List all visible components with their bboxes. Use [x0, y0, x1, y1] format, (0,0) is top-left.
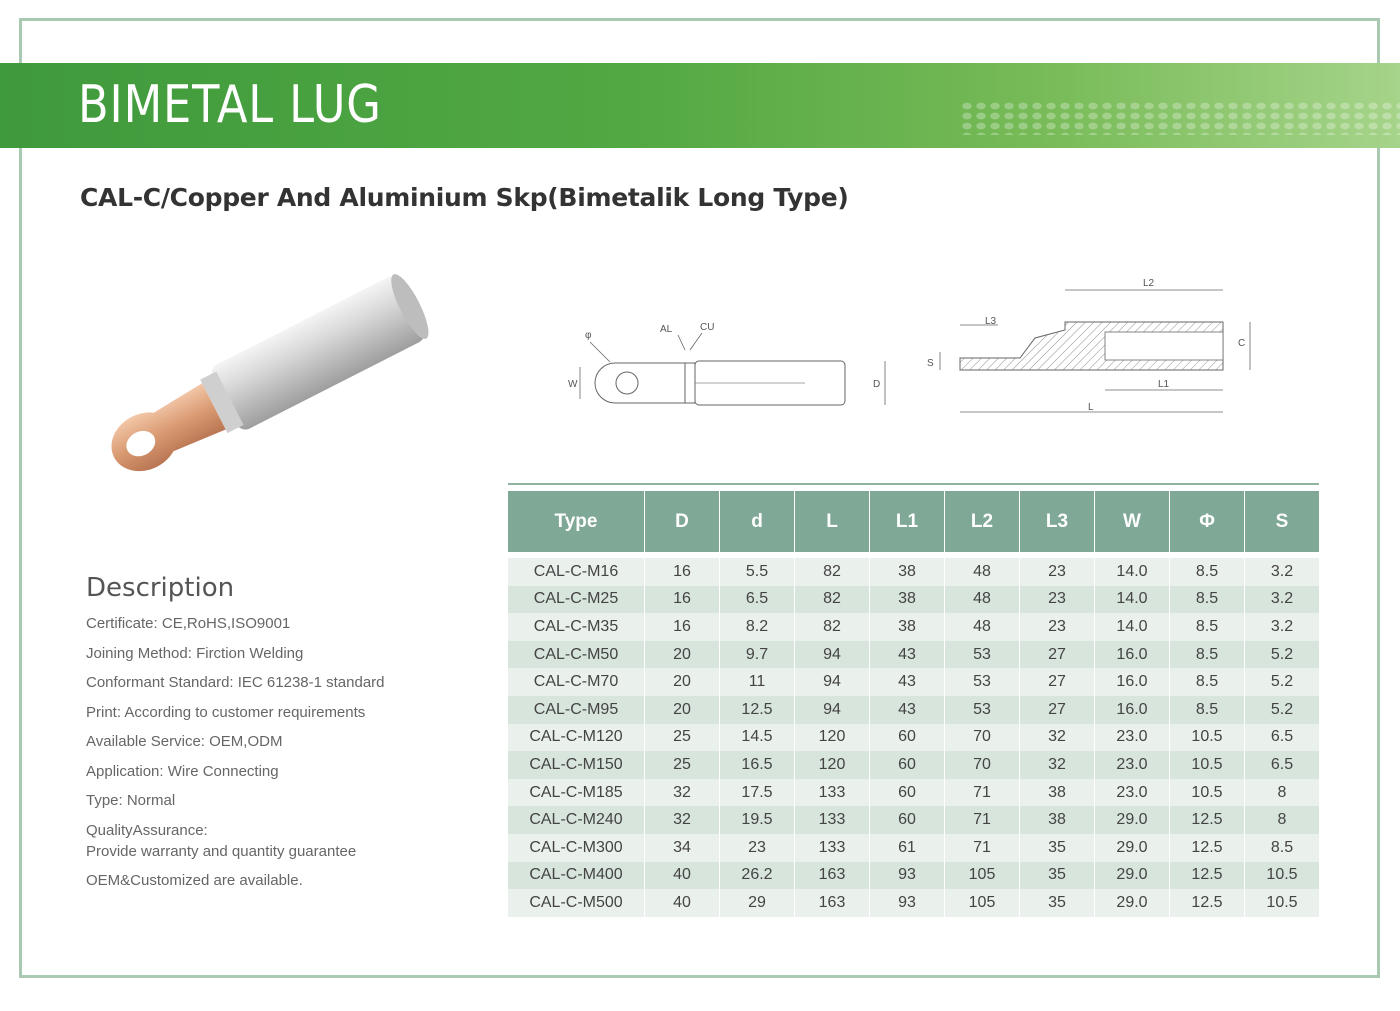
type-cell: CAL-C-M120	[508, 724, 645, 752]
label-d: D	[873, 379, 881, 390]
type-cell: CAL-C-M70	[508, 668, 645, 696]
value-cell: 20	[645, 668, 720, 696]
table-row	[508, 696, 1319, 724]
value-cell: 43	[870, 668, 945, 696]
value-cell: 23	[1020, 586, 1095, 614]
value-cell: 6.5	[720, 586, 795, 614]
value-cell: 10.5	[1245, 889, 1319, 917]
value-cell: 43	[870, 696, 945, 724]
value-cell: 9.7	[720, 641, 795, 669]
product-subtitle: CAL-C/Copper And Aluminium Skp(Bimetalik Long Type)	[80, 183, 849, 212]
page-title: BIMETAL LUG	[78, 75, 382, 135]
value-cell: 32	[1020, 751, 1095, 779]
type-cell: CAL-C-M400	[508, 862, 645, 890]
desc-quality	[86, 822, 486, 861]
label-w: W	[568, 379, 578, 390]
value-cell: 48	[945, 552, 1020, 586]
table-row	[508, 862, 1319, 890]
spec-table-body	[508, 552, 1319, 917]
desc-print: Print: According to customer requirements	[86, 703, 366, 721]
col-header: Type	[508, 485, 645, 552]
value-cell: 105	[945, 862, 1020, 890]
value-cell: 19.5	[720, 806, 795, 834]
spec-table	[508, 483, 1319, 917]
value-cell: 8.5	[1170, 586, 1245, 614]
table-row	[508, 724, 1319, 752]
value-cell: 8.5	[1170, 641, 1245, 669]
value-cell: 23.0	[1095, 724, 1170, 752]
value-cell: 163	[795, 862, 870, 890]
desc-quality-text: Provide warranty and quantity guarantee	[86, 842, 357, 860]
value-cell: 71	[945, 806, 1020, 834]
value-cell: 16.5	[720, 751, 795, 779]
value-cell: 16	[645, 552, 720, 586]
value-cell: 94	[795, 696, 870, 724]
value-cell: 8.5	[1170, 613, 1245, 641]
table-row	[508, 641, 1319, 669]
value-cell: 32	[645, 779, 720, 807]
value-cell: 3.2	[1245, 613, 1319, 641]
value-cell: 61	[870, 834, 945, 862]
value-cell: 105	[945, 889, 1020, 917]
value-cell: 25	[645, 751, 720, 779]
description-block	[86, 573, 486, 902]
table-row	[508, 834, 1319, 862]
desc-application: Application: Wire Connecting	[86, 762, 279, 780]
value-cell: 32	[645, 806, 720, 834]
value-cell: 71	[945, 834, 1020, 862]
desc-standard: Conformant Standard: IEC 61238-1 standard	[86, 674, 385, 691]
value-cell: 60	[870, 779, 945, 807]
value-cell: 23.0	[1095, 779, 1170, 807]
col-header: L2	[945, 485, 1020, 552]
value-cell: 16.0	[1095, 641, 1170, 669]
label-l2: L2	[1143, 278, 1155, 289]
value-cell: 35	[1020, 834, 1095, 862]
value-cell: 16	[645, 586, 720, 614]
value-cell: 38	[870, 613, 945, 641]
table-row	[508, 586, 1319, 614]
type-cell: CAL-C-M240	[508, 806, 645, 834]
value-cell: 35	[1020, 862, 1095, 890]
value-cell: 14.0	[1095, 552, 1170, 586]
type-cell: CAL-C-M25	[508, 586, 645, 614]
value-cell: 12.5	[1170, 834, 1245, 862]
value-cell: 29.0	[1095, 889, 1170, 917]
value-cell: 163	[795, 889, 870, 917]
desc-service: Available Service: OEM,ODM	[86, 733, 283, 750]
banner-dot-pattern	[960, 101, 1400, 135]
table-row	[508, 779, 1319, 807]
value-cell: 10.5	[1170, 724, 1245, 752]
value-cell: 60	[870, 751, 945, 779]
value-cell: 29.0	[1095, 806, 1170, 834]
value-cell: 35	[1020, 889, 1095, 917]
value-cell: 93	[870, 862, 945, 890]
type-cell: CAL-C-M50	[508, 641, 645, 669]
value-cell: 8	[1245, 779, 1319, 807]
value-cell: 23	[1020, 613, 1095, 641]
col-header: L3	[1020, 485, 1095, 552]
desc-quality-label: QualityAssurance:	[86, 821, 208, 839]
table-row	[508, 806, 1319, 834]
col-header: D	[645, 485, 720, 552]
value-cell: 8.5	[1170, 696, 1245, 724]
value-cell: 133	[795, 834, 870, 862]
value-cell: 16.0	[1095, 696, 1170, 724]
label-cu: CU	[700, 322, 715, 333]
value-cell: 38	[870, 586, 945, 614]
value-cell: 40	[645, 889, 720, 917]
value-cell: 94	[795, 668, 870, 696]
value-cell: 53	[945, 696, 1020, 724]
table-header-row	[508, 485, 1319, 552]
value-cell: 82	[795, 586, 870, 614]
value-cell: 6.5	[1245, 724, 1319, 752]
value-cell: 12.5	[1170, 889, 1245, 917]
value-cell: 120	[795, 751, 870, 779]
value-cell: 29	[720, 889, 795, 917]
value-cell: 14.0	[1095, 586, 1170, 614]
value-cell: 17.5	[720, 779, 795, 807]
value-cell: 5.2	[1245, 696, 1319, 724]
value-cell: 133	[795, 779, 870, 807]
value-cell: 10.5	[1245, 862, 1319, 890]
table-row	[508, 668, 1319, 696]
value-cell: 43	[870, 641, 945, 669]
value-cell: 12.5	[720, 696, 795, 724]
table-row	[508, 552, 1319, 586]
value-cell: 60	[870, 806, 945, 834]
value-cell: 93	[870, 889, 945, 917]
value-cell: 26.2	[720, 862, 795, 890]
value-cell: 3.2	[1245, 552, 1319, 586]
value-cell: 10.5	[1170, 779, 1245, 807]
type-cell: CAL-C-M300	[508, 834, 645, 862]
value-cell: 16.0	[1095, 668, 1170, 696]
value-cell: 25	[645, 724, 720, 752]
col-header: L	[795, 485, 870, 552]
label-phi: φ	[585, 330, 592, 341]
value-cell: 12.5	[1170, 806, 1245, 834]
desc-oem: OEM&Customized are available.	[86, 872, 303, 889]
value-cell: 48	[945, 586, 1020, 614]
side-section-drawing	[925, 270, 1265, 420]
col-header: L1	[870, 485, 945, 552]
label-c: C	[1238, 338, 1246, 349]
value-cell: 11	[720, 668, 795, 696]
value-cell: 8.5	[1245, 834, 1319, 862]
value-cell: 70	[945, 751, 1020, 779]
desc-certificate: Certificate: CE,RoHS,ISO9001	[86, 615, 291, 632]
value-cell: 48	[945, 613, 1020, 641]
description-heading: Description	[86, 573, 235, 603]
value-cell: 27	[1020, 668, 1095, 696]
type-cell: CAL-C-M95	[508, 696, 645, 724]
value-cell: 38	[870, 552, 945, 586]
value-cell: 5.5	[720, 552, 795, 586]
value-cell: 23	[1020, 552, 1095, 586]
value-cell: 70	[945, 724, 1020, 752]
value-cell: 12.5	[1170, 862, 1245, 890]
desc-joining-method: Joining Method: Firction Welding	[86, 644, 304, 662]
value-cell: 20	[645, 696, 720, 724]
label-l: L	[1088, 402, 1094, 413]
value-cell: 27	[1020, 696, 1095, 724]
value-cell: 27	[1020, 641, 1095, 669]
value-cell: 29.0	[1095, 834, 1170, 862]
table-row	[508, 751, 1319, 779]
value-cell: 38	[1020, 779, 1095, 807]
value-cell: 34	[645, 834, 720, 862]
title-banner	[0, 63, 1400, 148]
value-cell: 133	[795, 806, 870, 834]
value-cell: 10.5	[1170, 751, 1245, 779]
col-header: d	[720, 485, 795, 552]
label-s: S	[927, 358, 934, 369]
col-header: W	[1095, 485, 1170, 552]
value-cell: 71	[945, 779, 1020, 807]
table-row	[508, 889, 1319, 917]
value-cell: 5.2	[1245, 668, 1319, 696]
col-header: Φ	[1170, 485, 1245, 552]
front-view-drawing	[560, 315, 900, 420]
value-cell: 38	[1020, 806, 1095, 834]
value-cell: 5.2	[1245, 641, 1319, 669]
label-al: AL	[660, 324, 673, 335]
value-cell: 14.0	[1095, 613, 1170, 641]
value-cell: 23	[720, 834, 795, 862]
value-cell: 120	[795, 724, 870, 752]
type-cell: CAL-C-M150	[508, 751, 645, 779]
value-cell: 40	[645, 862, 720, 890]
value-cell: 16	[645, 613, 720, 641]
value-cell: 8.2	[720, 613, 795, 641]
type-cell: CAL-C-M16	[508, 552, 645, 586]
label-l3: L3	[985, 316, 997, 327]
product-photo	[90, 270, 450, 490]
value-cell: 29.0	[1095, 862, 1170, 890]
value-cell: 94	[795, 641, 870, 669]
type-cell: CAL-C-M185	[508, 779, 645, 807]
value-cell: 82	[795, 613, 870, 641]
value-cell: 14.5	[720, 724, 795, 752]
value-cell: 23.0	[1095, 751, 1170, 779]
value-cell: 60	[870, 724, 945, 752]
value-cell: 20	[645, 641, 720, 669]
value-cell: 53	[945, 668, 1020, 696]
type-cell: CAL-C-M500	[508, 889, 645, 917]
table-row	[508, 613, 1319, 641]
value-cell: 6.5	[1245, 751, 1319, 779]
value-cell: 8.5	[1170, 668, 1245, 696]
value-cell: 32	[1020, 724, 1095, 752]
label-l1: L1	[1158, 379, 1170, 390]
col-header: S	[1245, 485, 1319, 552]
value-cell: 82	[795, 552, 870, 586]
desc-type: Type: Normal	[86, 792, 176, 809]
value-cell: 8.5	[1170, 552, 1245, 586]
value-cell: 53	[945, 641, 1020, 669]
type-cell: CAL-C-M35	[508, 613, 645, 641]
value-cell: 8	[1245, 806, 1319, 834]
value-cell: 3.2	[1245, 586, 1319, 614]
